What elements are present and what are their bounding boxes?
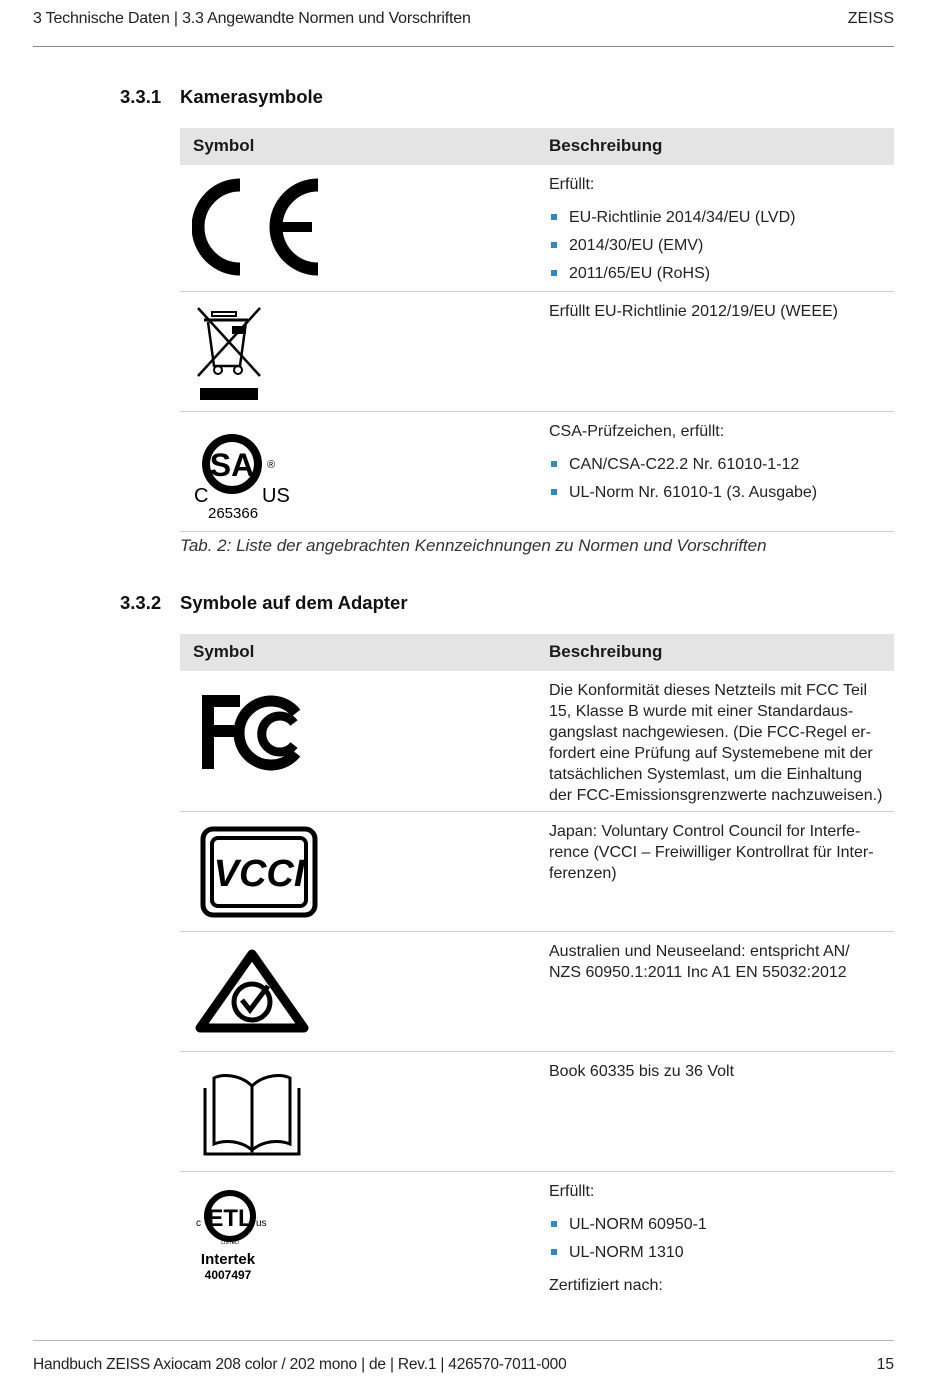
book-manual-icon	[202, 1066, 302, 1163]
table-caption: Tab. 2: Liste der angebrachten Kennzeichnungen zu Normen und Vorschriften	[180, 536, 767, 555]
section-number: 3.3.2	[120, 592, 162, 613]
row-description	[549, 680, 886, 806]
table-row	[180, 812, 894, 932]
bullet-list	[549, 454, 886, 503]
etl-us-label: us	[256, 1218, 267, 1229]
intertek-label: Intertek	[200, 1251, 256, 1268]
list-item: CAN/CSA-C22.2 Nr. 61010-1-12	[549, 454, 886, 475]
table-row	[180, 1172, 894, 1302]
description-text: CSA-Prüfzeichen, erfüllt:	[549, 423, 725, 440]
ce-mark-icon	[192, 177, 322, 282]
table-row	[180, 292, 894, 412]
svg-text:SA: SA	[209, 447, 255, 483]
description-text: Australien und Neuseeland: entspricht AN/ NZS 60950.1:2011 Inc A1 EN 55032:2012	[549, 943, 850, 981]
weee-crossed-bin-icon	[194, 304, 266, 409]
section-title: Kamerasymbole	[180, 86, 323, 107]
section-heading-kamerasymbole	[120, 86, 323, 108]
section-title: Symbole auf dem Adapter	[180, 592, 408, 613]
description-text-after: Zertifiziert nach:	[549, 1277, 663, 1294]
fcc-logo-icon	[200, 691, 310, 778]
column-header-symbol: Symbol	[193, 136, 255, 155]
column-header-description: Beschreibung	[549, 136, 663, 155]
header-divider	[33, 46, 894, 47]
table-header	[180, 634, 894, 671]
csa-mark-icon	[194, 430, 304, 527]
table-row	[180, 1052, 894, 1172]
row-description	[549, 1181, 886, 1296]
row-description	[549, 1061, 886, 1082]
running-header-brand: ZEISS	[847, 10, 894, 27]
row-description	[549, 821, 886, 884]
csa-c-label: C	[194, 485, 209, 507]
vcci-logo-icon	[200, 826, 318, 923]
section-heading-adapter-symbols	[120, 592, 408, 614]
list-item: UL-Norm Nr. 61010-1 (3. Ausgabe)	[549, 482, 886, 503]
description-text: Japan: Voluntary Control Council for Interfe-rence (VCCI – Freiwilliger Kontrollrat für Inter-ferenzen)	[549, 823, 874, 882]
rcm-mark-icon	[194, 948, 310, 1039]
column-header-description: Beschreibung	[549, 642, 663, 661]
intertek-number: 4007497	[204, 1268, 252, 1282]
description-text: Erfüllt EU-Richtlinie 2012/19/EU (WEEE)	[549, 303, 838, 320]
footer-divider	[33, 1340, 894, 1341]
camera-symbols-table	[180, 128, 894, 532]
row-description	[549, 301, 886, 322]
etl-listed-label: LISTED	[221, 1240, 239, 1246]
list-item: 2014/30/EU (EMV)	[549, 235, 886, 256]
bullet-list	[549, 1214, 886, 1263]
row-description	[549, 421, 886, 510]
column-header-symbol: Symbol	[193, 642, 255, 661]
etl-c-label: c	[196, 1218, 201, 1229]
list-item: UL-NORM 60950-1	[549, 1214, 886, 1235]
description-text: Erfüllt:	[549, 1183, 595, 1200]
table-row	[180, 932, 894, 1052]
description-text: Die Konformität dieses Netzteils mit FCC Teil 15, Klasse B wurde mit einer Standardaus-gangslast nachgewiesen. (Die FCC-Regel er-fordert eine Prüfung auf Systemebene mit der tatsächlichen Systemlast, um die Einhaltung der FCC-Emissionsgrenzwerte nachzuweisen.)	[549, 682, 883, 804]
registered-mark: ®	[267, 459, 276, 471]
list-item: EU-Richtlinie 2014/34/EU (LVD)	[549, 207, 886, 228]
table-row	[180, 165, 894, 292]
svg-text:VCCI: VCCI	[213, 853, 305, 895]
bullet-list	[549, 207, 886, 284]
page-number: 15	[876, 1356, 894, 1373]
csa-us-label: US	[262, 485, 290, 507]
table-row	[180, 671, 894, 812]
table-header	[180, 128, 894, 165]
description-text: Book 60335 bis zu 36 Volt	[549, 1063, 735, 1080]
list-item: 2011/65/EU (RoHS)	[549, 263, 886, 284]
adapter-symbols-table	[180, 634, 894, 1302]
footer-document-info: Handbuch ZEISS Axiocam 208 color / 202 mono | de | Rev.1 | 426570-7011-000	[33, 1356, 567, 1373]
running-header-breadcrumb: 3 Technische Daten | 3.3 Angewandte Normen und Vorschriften	[33, 10, 471, 27]
etl-intertek-mark-icon	[194, 1186, 274, 1291]
svg-text:ETL: ETL	[207, 1205, 253, 1232]
section-number: 3.3.1	[120, 86, 162, 107]
table-row	[180, 412, 894, 532]
list-item: UL-NORM 1310	[549, 1242, 886, 1263]
row-description	[549, 174, 886, 291]
row-description	[549, 941, 886, 983]
csa-number: 265366	[208, 505, 259, 522]
description-text: Erfüllt:	[549, 176, 595, 193]
